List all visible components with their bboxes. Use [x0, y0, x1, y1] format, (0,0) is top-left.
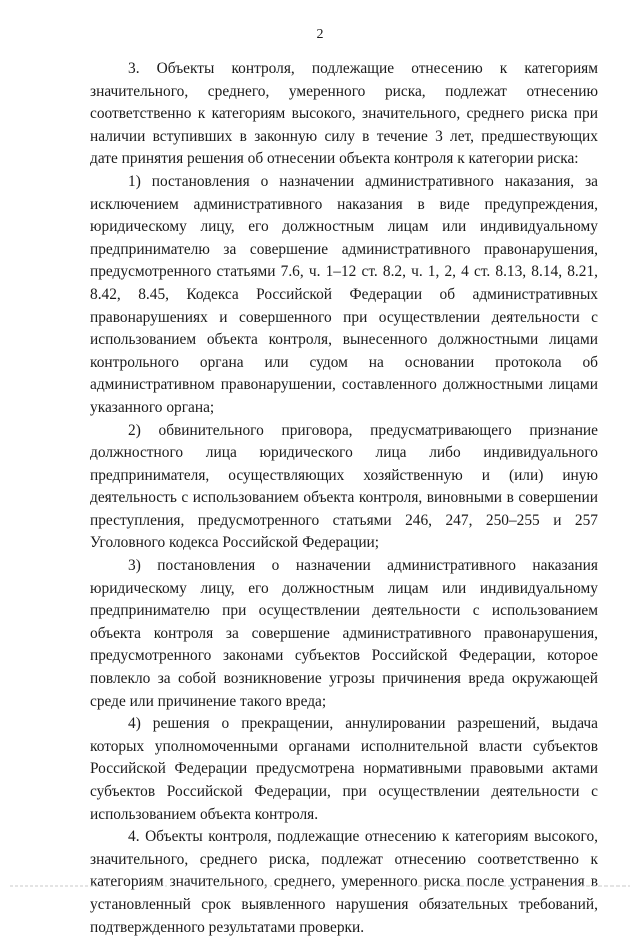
subparagraph-4: 4) решения о прекращении, аннулировании разрешений, выдача которых уполномоченными органами исполнительной власти субъектов Российской Федерации предусмотрена нормативными правовыми актами субъектов Российской Федерации, при осуществлении деятельности с использованием объекта контроля. — [90, 715, 598, 823]
subparagraph-2: 2) обвинительного приговора, предусматривающего признание должностного лица юридического лица либо индивидуального предпринимателя, осуществляющих хозяйственную и (или) иную деятельность с использованием объекта контроля, виновными в совершении преступления, предусмотренного статьями 246, 247, 250–255 и 257 Уголовного кодекса Российской Федерации; — [90, 421, 598, 552]
subparagraph-1: 1) постановления о назначении административного наказания, за исключением административного наказания в виде предупреждения, юридическому лицу, его должностным лицам или индивидуальному предпринимателю за совершение административного правонарушения, предусмотренного статьями 7.6, ч. 1–12 ст. 8.2, ч. 1, 2, 4 ст. 8.13, 8.14, 8.21, 8.42, 8.45, Кодекса Российской Федерации об административных правонарушениях и совершенного при осуществлении деятельности с использованием объекта контроля, вынесенного должностными лицами контрольного органа или судом на основании протокола об административном правонарушении, составленного должностными лицами указанного органа; — [90, 172, 598, 416]
paragraph-item-3: 3. Объекты контроля, подлежащие отнесению к категориям значительного, среднего, умеренного риска, подлежат отнесению соответственно к категориям высокого, значительного, среднего риска при наличии вступивших в законную силу в течение 3 лет, предшествующих дате принятия решения об отнесении объекта контроля к категории риска: — [90, 60, 598, 168]
document-body — [90, 58, 598, 939]
paragraph-item-4: 4. Объекты контроля, подлежащие отнесению к категориям высокого, значительного, среднего риска, подлежат отнесению соответственно к категориям значительного, среднего, умеренного риска после устранения в установленный срок выявленного нарушения обязательных требований, подтвержденного результатами проверки. — [90, 828, 598, 936]
scan-artifact-line — [0, 884, 640, 888]
page-number: 2 — [316, 27, 324, 42]
subparagraph-3: 3) постановления о назначении административного наказания юридическому лицу, его должностным лицам или индивидуальному предпринимателю при осуществлении деятельности с использованием объекта контроля за совершение административного правонарушения, предусмотренного законами субъектов Российской Федерации, которое повлекло за собой возникновение угрозы причинения вреда окружающей среде или причинение такого вреда; — [90, 557, 598, 710]
